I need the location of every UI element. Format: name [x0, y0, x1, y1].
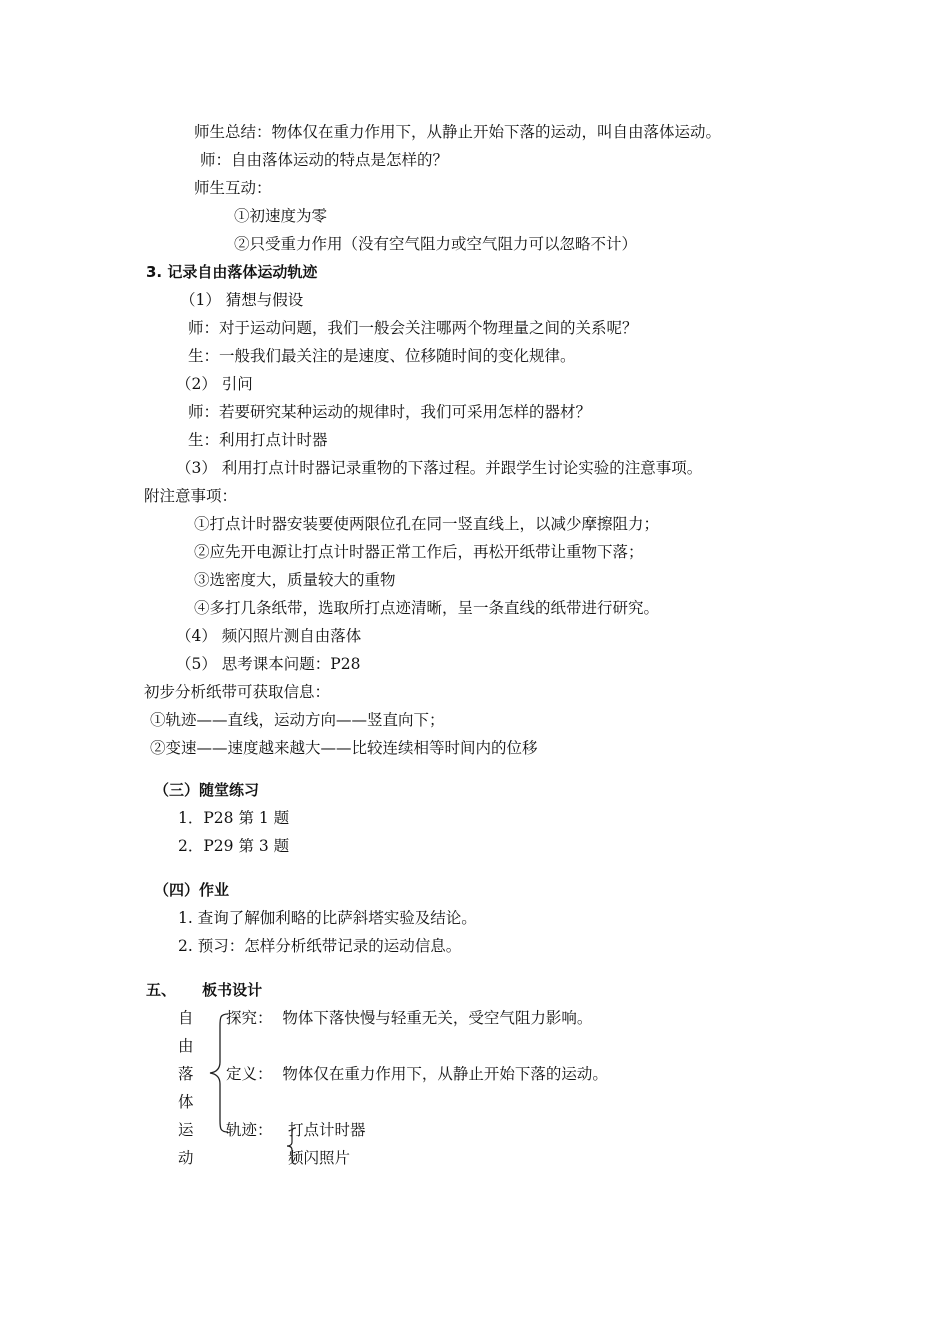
practice-item: 2．P29 第 3 题 — [178, 837, 290, 855]
homework-item: 1. 查询了解伽利略的比萨斜塔实验及结论。 — [178, 909, 477, 927]
notes-heading: 附注意事项： — [144, 487, 238, 505]
section3-heading: 3. 记录自由落体运动轨迹 — [146, 263, 318, 281]
vertical-char: 自 — [178, 1009, 194, 1027]
homework-item: 2. 预习：怎样分析纸带记录的运动信息。 — [178, 937, 462, 955]
vertical-char: 体 — [178, 1093, 194, 1111]
note-item: ①打点计时器安装要使两限位孔在同一竖直线上，以减少摩擦阻力； — [194, 515, 660, 533]
board-method-2: 频闪照片 — [288, 1149, 351, 1167]
sub1-teacher: 师：对于运动问题，我们一般会关注哪两个物理量之间的关系呢？ — [188, 319, 638, 337]
practice-item: 1．P28 第 1 题 — [178, 809, 290, 827]
feature-point-2: ②只受重力作用（没有空气阻力或空气阻力可以忽略不计） — [234, 235, 638, 253]
board-explore: 探究： 物体下落快慢与轻重无关，受空气阻力影响。 — [226, 1009, 593, 1027]
board-trajectory: 轨迹： — [226, 1121, 273, 1139]
board-heading: 五、 板书设计 — [146, 981, 263, 999]
vertical-char: 由 — [178, 1037, 194, 1055]
sub3-label: （3） 利用打点计时器记录重物的下落过程。并跟学生讨论实验的注意事项。 — [176, 459, 703, 477]
teacher-summary: 师生总结：物体仅在重力作用下，从静止开始下落的运动，叫自由落体运动。 — [194, 123, 722, 141]
vertical-char: 运 — [178, 1121, 194, 1139]
board-method-1: 打点计时器 — [288, 1121, 366, 1139]
sub4-label: （4） 频闪照片测自由落体 — [176, 627, 362, 645]
feature-point-1: ①初速度为零 — [234, 207, 328, 225]
analysis-item-1: ①轨迹——直线，运动方向——竖直向下； — [150, 711, 445, 729]
note-item: ②应先开电源让打点计时器正常工作后，再松开纸带让重物下落； — [194, 543, 644, 561]
analysis-item-2: ②变速——速度越来越大——比较连续相等时间内的位移 — [150, 739, 538, 757]
board-definition: 定义： 物体仅在重力作用下，从静止开始下落的运动。 — [226, 1065, 608, 1083]
sub1-student: 生：一般我们最关注的是速度、位移随时间的变化规律。 — [188, 347, 576, 365]
sub5-label: （5） 思考课本问题：P28 — [176, 655, 361, 673]
vertical-char: 动 — [178, 1149, 194, 1167]
teacher-question: 师：自由落体运动的特点是怎样的？ — [200, 151, 449, 169]
note-item: ③选密度大，质量较大的重物 — [194, 571, 396, 589]
interaction-label: 师生互动： — [194, 179, 272, 197]
sub2-teacher: 师：若要研究某种运动的规律时，我们可采用怎样的器材？ — [188, 403, 592, 421]
sub1-label: （1） 猜想与假设 — [180, 291, 304, 309]
homework-heading: （四）作业 — [154, 881, 230, 899]
note-item: ④多打几条纸带，选取所打点迹清晰，呈一条直线的纸带进行研究。 — [194, 599, 660, 617]
sub2-student: 生：利用打点计时器 — [188, 431, 328, 449]
vertical-char: 落 — [178, 1065, 194, 1083]
sub2-label: （2） 引问 — [176, 375, 253, 393]
analysis-heading: 初步分析纸带可获取信息： — [144, 683, 331, 701]
practice-heading: （三）随堂练习 — [154, 781, 260, 799]
